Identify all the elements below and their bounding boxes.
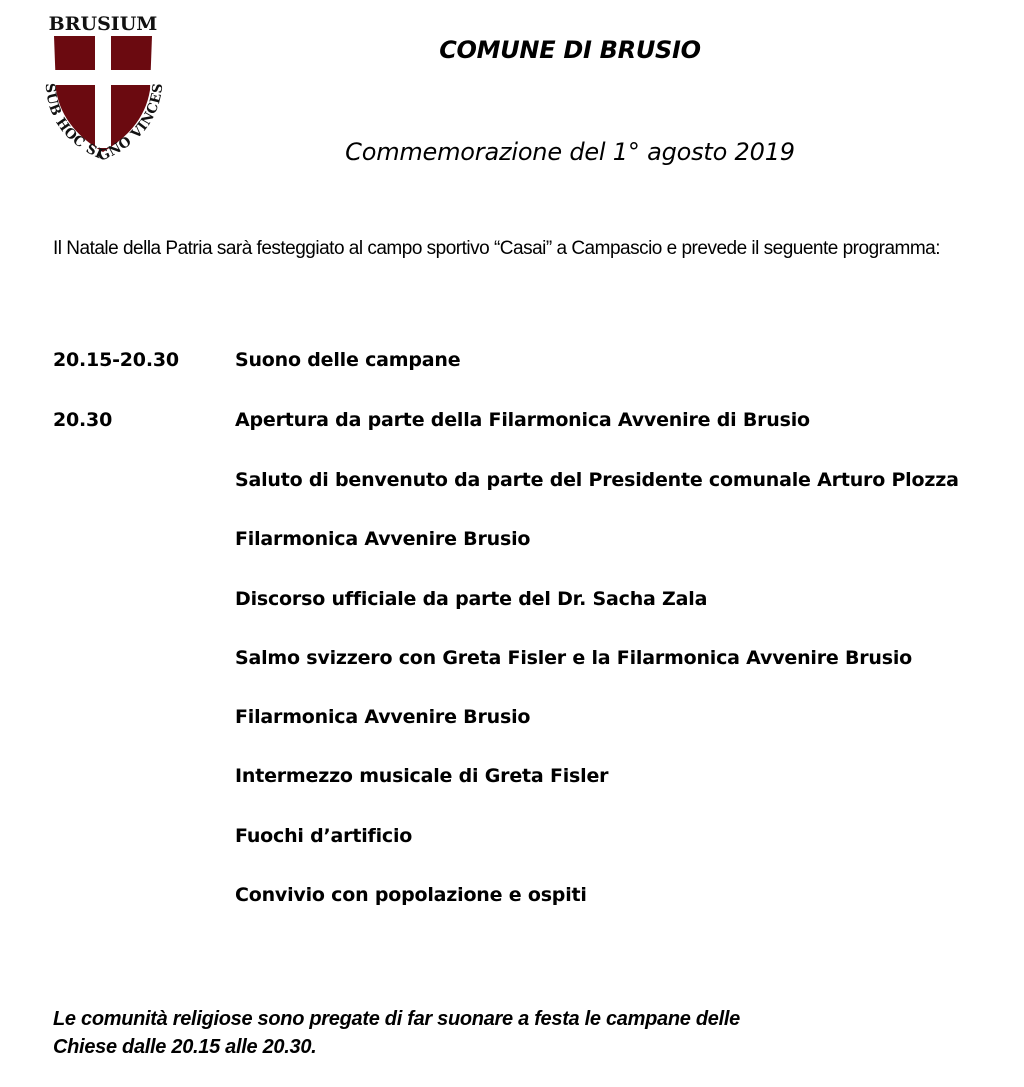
closing-note-line: Le comunità religiose sono pregate di far suonare a festa le campane delle: [53, 1008, 740, 1030]
closing-note-line: Chiese dalle 20.15 alle 20.30.: [53, 1036, 317, 1058]
program-time: 20.30: [53, 409, 113, 431]
cross-vertical: [95, 36, 111, 148]
coat-of-arms-logo: [32, 10, 174, 160]
program-desc: Fuochi d’artificio: [235, 825, 413, 847]
program-desc: Apertura da parte della Filarmonica Avvenire di Brusio: [235, 409, 810, 431]
cross-horizontal: [54, 70, 152, 85]
shield-icon: [32, 10, 174, 160]
program-desc: Filarmonica Avvenire Brusio: [235, 528, 531, 550]
program-desc: Saluto di benvenuto da parte del Presidente comunale Arturo Plozza: [235, 469, 959, 491]
logo-top-text: BRUSIUM: [48, 13, 158, 35]
program-time: 20.15-20.30: [53, 349, 179, 371]
logo-motto: SUB HOC SIGNO VINCES: [41, 82, 167, 160]
closing-note: [53, 1005, 873, 1061]
program-desc: Filarmonica Avvenire Brusio: [235, 706, 531, 728]
program-desc: Suono delle campane: [235, 349, 461, 371]
intro-paragraph: Il Natale della Patria sarà festeggiato al campo sportivo “Casai” a Campascio e prevede il seguente programma:: [53, 238, 941, 259]
page-subtitle: Commemorazione del 1° agosto 2019: [345, 138, 795, 166]
program-desc: Convivio con popolazione e ospiti: [235, 884, 587, 906]
program-desc: Salmo svizzero con Greta Fisler e la Filarmonica Avvenire Brusio: [235, 647, 913, 669]
program-desc: Discorso ufficiale da parte del Dr. Sacha Zala: [235, 588, 708, 610]
page-title: COMUNE DI BRUSIO: [439, 36, 701, 64]
program-desc: Intermezzo musicale di Greta Fisler: [235, 765, 609, 787]
